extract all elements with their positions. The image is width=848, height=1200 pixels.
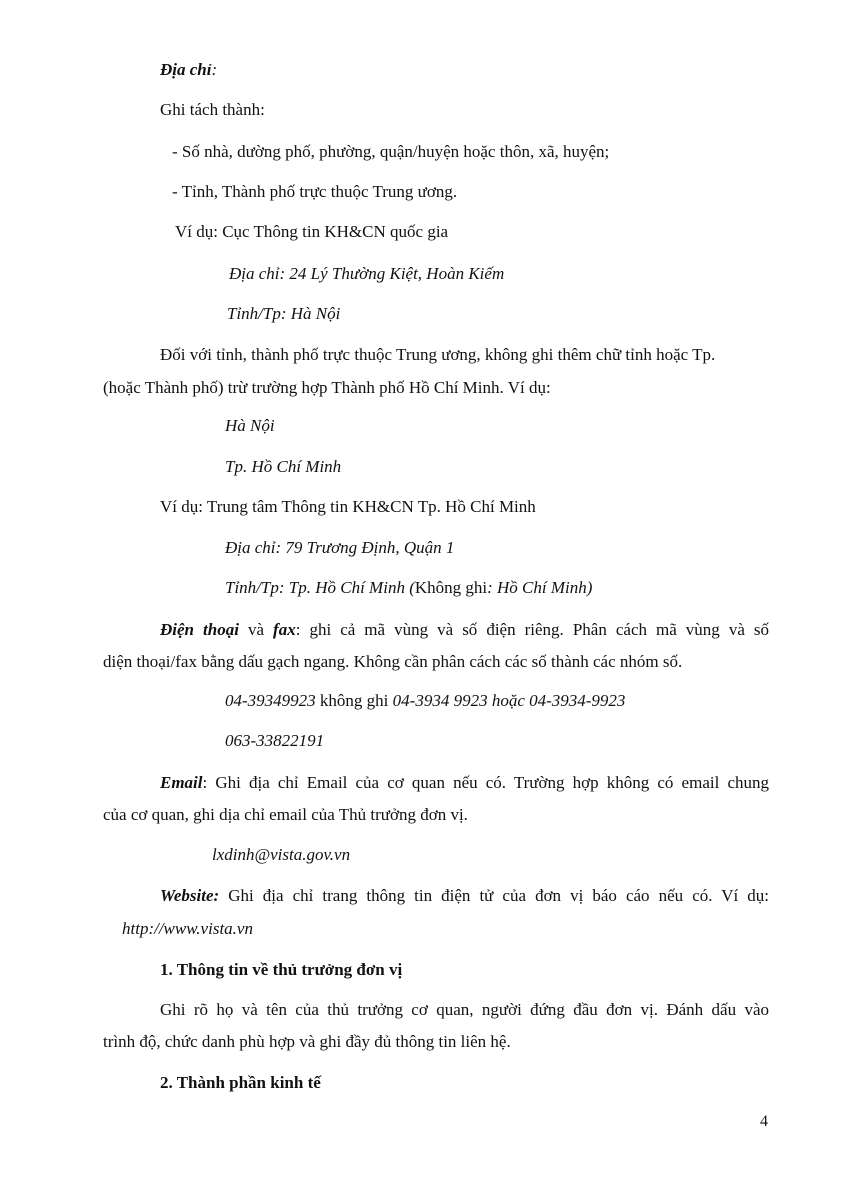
address-note-line-1: Đối với tỉnh, thành phố trực thuộc Trung ương, không ghi thêm chữ tỉnh hoặc Tp.: [160, 345, 716, 364]
section-2-title: 2. Thành phần kinh tế: [160, 1073, 321, 1092]
phone-example-2: 063-33822191: [225, 731, 325, 750]
phone-example-1: 04-39349923 không ghi 04-3934 9923 hoặc 04-3934-9923: [225, 691, 626, 710]
address-example-2-address: Địa chỉ: 79 Trương Định, Quận 1: [225, 538, 455, 557]
phone-line-2: diện thoại/fax bằng dấu gạch ngang. Không cần phân cách các số thành các nhóm số.: [103, 652, 683, 671]
address-item-2: - Tỉnh, Thành phố trực thuộc Trung ương.: [172, 182, 458, 201]
sample-hcm: Tp. Hồ Chí Minh: [225, 457, 342, 476]
page-number: 4: [760, 1113, 768, 1130]
sample-hanoi: Hà Nội: [225, 416, 275, 435]
section-1-line-1: Ghi rõ họ và tên của thủ trưởng cơ quan, người đứng đầu đơn vị. Đánh dấu vào: [160, 1000, 769, 1019]
email-line-1: Email: Ghi địa chỉ Email của cơ quan nếu có. Trường hợp không có email chung: [160, 773, 769, 792]
address-note-line-2: (hoặc Thành phố) trừ trường hợp Thành phố Hồ Chí Minh. Ví dụ:: [103, 378, 551, 397]
section-1-title: 1. Thông tin về thủ trưởng đơn vị: [160, 960, 403, 979]
address-intro: Ghi tách thành:: [160, 100, 265, 119]
address-example-1-city: Tỉnh/Tp: Hà Nội: [227, 304, 341, 323]
address-example-1-address: Địa chỉ: 24 Lý Thường Kiệt, Hoàn Kiếm: [229, 264, 505, 283]
section-1-line-2: trình độ, chức danh phù hợp và ghi đầy đủ thông tin liên hệ.: [103, 1032, 511, 1051]
website-line-1: Website: Ghi địa chỉ trang thông tin điện tử của đơn vị báo cáo nếu có. Ví dụ:: [160, 886, 769, 905]
address-item-1: - Số nhà, dường phố, phường, quận/huyện hoặc thôn, xã, huyện;: [172, 142, 610, 161]
address-example-1: Ví dụ: Cục Thông tin KH&CN quốc gia: [175, 222, 449, 241]
phone-line-1: Điện thoại và fax: ghi cả mã vùng và số điện riêng. Phân cách mã vùng và số: [160, 620, 770, 639]
address-heading: Địa chỉ:: [160, 60, 218, 79]
address-example-2-city: Tỉnh/Tp: Tp. Hồ Chí Minh (Không ghi: Hồ Chí Minh): [225, 578, 593, 597]
email-line-2: của cơ quan, ghi dịa chỉ email của Thủ trưởng đơn vị.: [103, 805, 468, 824]
email-example: lxdinh@vista.gov.vn: [212, 845, 351, 864]
website-url: http://www.vista.vn: [122, 919, 253, 938]
address-example-2: Ví dụ: Trung tâm Thông tin KH&CN Tp. Hồ Chí Minh: [160, 497, 536, 516]
